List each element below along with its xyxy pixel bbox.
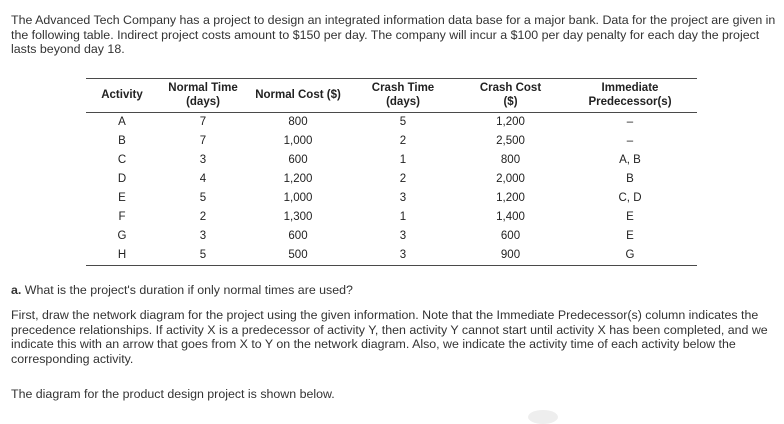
cell-normal-time: 5 bbox=[199, 192, 207, 204]
cell-normal-cost: 1,200 bbox=[283, 173, 313, 185]
question-label: a. bbox=[11, 283, 22, 297]
cell-activity: H bbox=[86, 246, 158, 266]
table-row bbox=[86, 208, 697, 227]
cell-crash-cost: 800 bbox=[500, 154, 521, 166]
header-predecessors: Immediate Predecessor(s) bbox=[563, 79, 697, 113]
table-header-row bbox=[86, 79, 697, 113]
cell-normal-cost: 500 bbox=[248, 246, 348, 266]
cell-activity: A bbox=[118, 116, 126, 128]
table-row bbox=[86, 132, 697, 151]
cell-activity: C bbox=[117, 154, 127, 166]
cell-normal-cost: 1,300 bbox=[283, 211, 313, 223]
cell-activity: D bbox=[117, 173, 127, 185]
header-crash-time: Crash Time (days) bbox=[348, 79, 458, 113]
cell-crash-cost: 600 bbox=[500, 230, 521, 242]
header-normal-time: Normal Time (days) bbox=[158, 79, 248, 113]
cell-crash-cost: 2,000 bbox=[496, 173, 525, 185]
cell-activity: G bbox=[117, 230, 127, 242]
cell-predecessor: – bbox=[626, 135, 634, 147]
diagram-caption: The diagram for the product design project is shown below. bbox=[11, 387, 335, 401]
cell-normal-cost: 600 bbox=[288, 154, 308, 166]
cell-crash-cost: 1,200 bbox=[496, 116, 525, 128]
cell-normal-cost: 600 bbox=[288, 230, 308, 242]
question-text: What is the project's duration if only normal times are used? bbox=[24, 283, 353, 297]
cell-normal-cost: 800 bbox=[288, 116, 308, 128]
cell-normal-cost: 1,000 bbox=[283, 135, 313, 147]
header-normal-cost: Normal Cost ($) bbox=[248, 79, 348, 113]
table-row bbox=[86, 246, 697, 266]
cell-predecessor: G bbox=[563, 246, 697, 266]
cell-crash-cost: 1,400 bbox=[496, 211, 525, 223]
cell-normal-time: 7 bbox=[199, 116, 207, 128]
cell-normal-time: 3 bbox=[199, 154, 207, 166]
cell-crash-time: 2 bbox=[399, 135, 407, 147]
cell-normal-time: 2 bbox=[199, 211, 207, 223]
partial-diagram-node bbox=[528, 410, 558, 424]
table-row bbox=[86, 227, 697, 246]
table-row bbox=[86, 113, 697, 133]
cell-predecessor: A, B bbox=[619, 154, 641, 166]
header-activity: Activity bbox=[86, 79, 158, 113]
cell-activity: B bbox=[118, 135, 126, 147]
cell-predecessor: E bbox=[626, 211, 634, 223]
cell-crash-time: 5 bbox=[399, 116, 407, 128]
cell-crash-cost: 2,500 bbox=[496, 135, 525, 147]
cell-crash-time: 3 bbox=[399, 192, 407, 204]
cell-crash-time: 3 bbox=[399, 230, 407, 242]
cell-normal-cost: 1,000 bbox=[283, 192, 313, 204]
cell-normal-time: 3 bbox=[199, 230, 207, 242]
cell-crash-time: 1 bbox=[399, 154, 407, 166]
table-row bbox=[86, 170, 697, 189]
cell-predecessor: C, D bbox=[618, 192, 642, 204]
cell-crash-time: 3 bbox=[348, 246, 458, 266]
table-row bbox=[86, 189, 697, 208]
cell-normal-time: 5 bbox=[158, 246, 248, 266]
cell-predecessor: B bbox=[626, 173, 634, 185]
cell-predecessor: – bbox=[626, 116, 634, 128]
cell-crash-cost: 1,200 bbox=[496, 192, 525, 204]
cell-activity: F bbox=[118, 211, 126, 223]
project-data-table bbox=[86, 78, 697, 266]
cell-normal-time: 7 bbox=[199, 135, 207, 147]
cell-activity: E bbox=[118, 192, 126, 204]
cell-crash-cost: 900 bbox=[458, 246, 563, 266]
cell-crash-time: 2 bbox=[399, 173, 407, 185]
question-a bbox=[11, 283, 353, 298]
instruction-paragraph: First, draw the network diagram for the project using the given information. Note that the Immediate Predecessor(s) column indicates the precedence relationships. If activity X is a predecessor of activity Y, then activity Y cannot start until activity X has been completed, and we indicate this with an arrow that goes from X to Y on the network diagram. Also, we indicate the activity time of each activity below the corresponding activity. bbox=[11, 308, 768, 366]
cell-predecessor: E bbox=[626, 230, 634, 242]
cell-crash-time: 1 bbox=[399, 211, 407, 223]
problem-intro: The Advanced Tech Company has a project to design an integrated information data base for a major bank. Data for the project are given in the following table. Indirect project costs amount to $150 per day. The company will incur a $100 per day penalty for each day the project lasts beyond day 18. bbox=[11, 13, 776, 56]
cell-normal-time: 4 bbox=[199, 173, 207, 185]
header-crash-cost: Crash Cost ($) bbox=[458, 79, 563, 113]
table-row bbox=[86, 151, 697, 170]
